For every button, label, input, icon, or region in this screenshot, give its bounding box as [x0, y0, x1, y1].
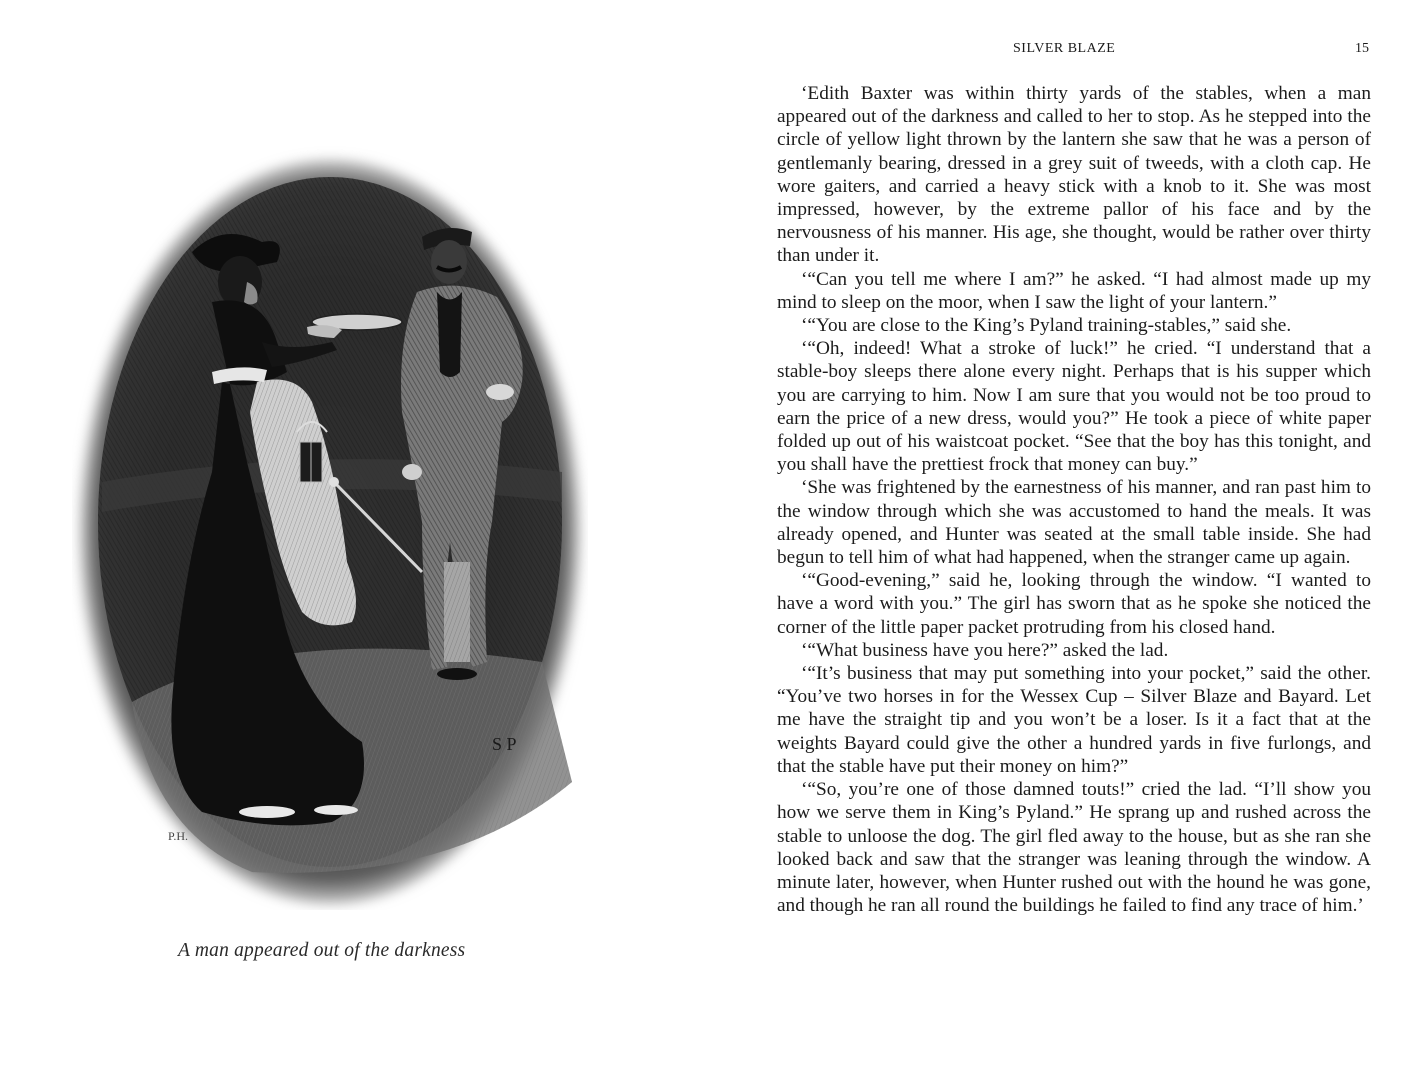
paragraph: ‘She was frightened by the earnestness of his manner, and ran past him to the window through which she was accustomed to hand the meals. It was already opened, and Hunter was seated at the small table inside. She had begun to tell him of what had happened, when the stranger came up again.: [777, 477, 1371, 569]
illustration-svg: [72, 142, 588, 910]
page-number: 15: [1355, 41, 1369, 56]
paragraph: ‘“It’s business that may put something into your pocket,” said the other. “You’ve two horses in for the Wessex Cup – Silver Blaze and Bayard. Let me have the straight tip and you won’t be a loser. Is it a fact that at the weights Bayard could give the other a hundred yards in five furlongs, and that the stable have put their money on him?”: [777, 663, 1371, 777]
paragraph: ‘“What business have you here?” asked the lad.: [801, 639, 1169, 661]
artist-signature-sp: S P: [492, 734, 517, 754]
left-page: [0, 0, 700, 1080]
paragraph: ‘“You are close to the King’s Pyland training-stables,” said she.: [801, 315, 1292, 337]
engraving-illustration: [72, 142, 588, 910]
running-head: SILVER BLAZE: [1013, 41, 1116, 56]
paragraph: ‘“So, you’re one of those damned touts!” cried the lad. “I’ll show you how we serve them in King’s Pyland.” He sprang up and rushed across the stable to unloose the dog. The girl fled away to the house, but as she ran she looked back and saw that the stranger was leaning through the window. A minute later, however, when Hunter rushed out with the hound he was gone, and though he ran all round the buildings he failed to find any trace of him.’: [777, 779, 1371, 917]
illustration-caption: A man appeared out of the darkness: [178, 940, 466, 961]
paragraph: ‘“Oh, indeed! What a stroke of luck!” he cried. “I understand that a stable-boy sleeps there alone every night. Perhaps that is his supper which you are carrying to him. Now I am sure that you would not be too proud to earn the price of a new dress, would you?” He took a piece of white paper folded up out of his waistcoat pocket. “See that the boy has this tonight, and you shall have the prettiest frock that money can buy.”: [777, 338, 1371, 476]
right-page: [700, 0, 1407, 1080]
engraver-signature-ph: P.H.: [168, 829, 189, 843]
paragraph: ‘“Good-evening,” said he, looking through the window. “I wanted to have a word with you.” The girl has sworn that as he spoke she noticed the corner of the little paper packet protruding from his closed hand.: [777, 570, 1371, 638]
body-text: [777, 82, 1371, 917]
paragraph: ‘“Can you tell me where I am?” he asked. “I had almost made up my mind to sleep on the moor, when I saw the light of your lantern.”: [777, 268, 1371, 313]
paragraph: ‘Edith Baxter was within thirty yards of the stables, when a man appeared out of the darkness and called to her to stop. As he stepped into the circle of yellow light thrown by the lantern she saw that he was a person of gentlemanly bearing, dressed in a grey suit of tweeds, with a cloth cap. He wore gaiters, and carried a heavy stick with a knob to it. She was most impressed, however, by the extreme pallor of his face and by the nervousness of his manner. His age, she thought, would be rather over thirty than under it.: [777, 83, 1371, 267]
